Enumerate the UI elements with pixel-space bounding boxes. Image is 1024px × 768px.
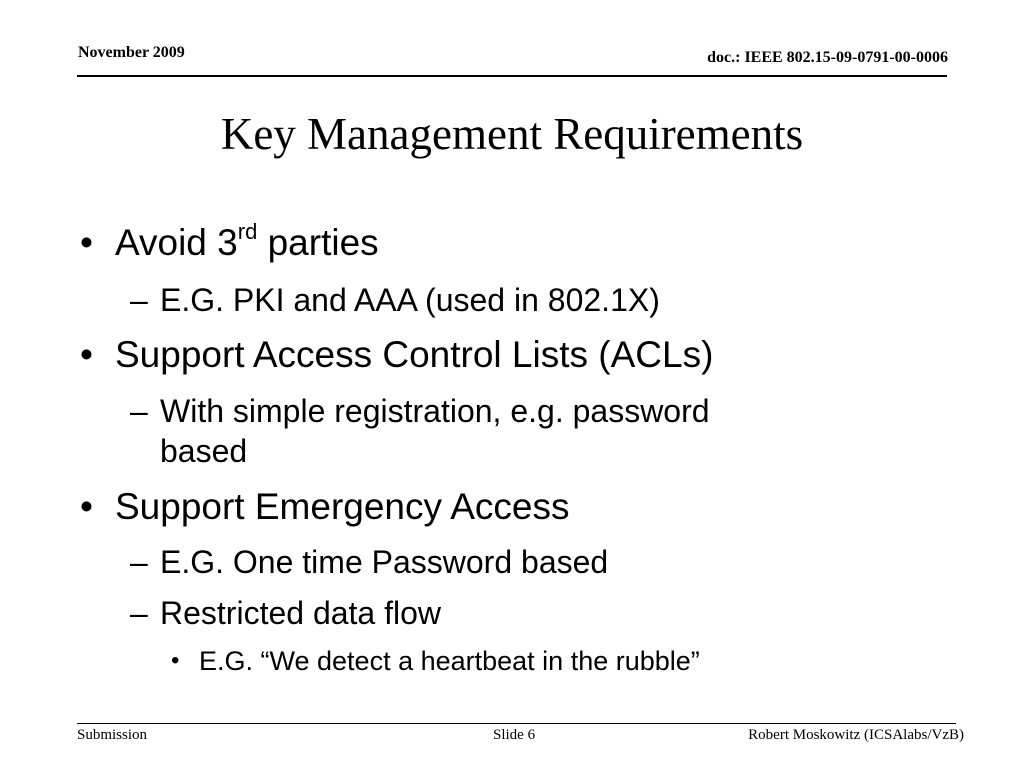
footer-author: Robert Moskowitz (ICSAlabs/VzB) xyxy=(748,727,964,743)
sub-bullet-text: With simple registration, e.g. password xyxy=(160,393,710,429)
dash-icon: – xyxy=(130,393,148,429)
sub-bullet-pki-aaa xyxy=(130,280,660,320)
dash-icon: – xyxy=(130,282,148,318)
sub-bullet-text: E.G. PKI and AAA (used in 802.1X) xyxy=(160,282,660,318)
bullet-text: Support Access Control Lists (ACLs) xyxy=(115,334,714,375)
sub-bullet-text: Restricted data flow xyxy=(160,595,442,631)
dash-icon: – xyxy=(130,544,148,580)
bullet-support-emergency-access xyxy=(80,486,570,528)
header-date: November 2009 xyxy=(78,44,185,61)
sub-bullet-text: based xyxy=(160,433,248,469)
sub-bullet-simple-registration xyxy=(130,391,710,431)
bullet-text: Avoid 3 xyxy=(115,222,238,263)
header-divider xyxy=(77,75,947,77)
sub-bullet-text: E.G. One time Password based xyxy=(160,544,609,580)
sub-sub-bullet-heartbeat xyxy=(171,645,700,677)
bullet-text-tail: parties xyxy=(257,222,379,263)
bullet-support-acls xyxy=(80,334,714,376)
bullet-dot-icon: • xyxy=(80,334,93,375)
dash-icon: – xyxy=(130,595,148,631)
sub-bullet-one-time-password xyxy=(130,542,609,582)
bullet-text: Support Emergency Access xyxy=(115,486,570,527)
bullet-dot-icon: • xyxy=(171,647,180,674)
bullet-avoid-third-parties xyxy=(80,218,379,264)
sub-bullet-restricted-data-flow xyxy=(130,593,442,633)
slide-title: Key Management Requirements xyxy=(220,109,804,159)
bullet-dot-icon: • xyxy=(80,222,93,263)
footer-slide-number: Slide 6 xyxy=(493,727,536,743)
bullet-dot-icon: • xyxy=(80,486,93,527)
footer-submission: Submission xyxy=(77,727,148,743)
header-document-id: doc.: IEEE 802.15-09-0791-00-0006 xyxy=(707,49,948,66)
footer-divider xyxy=(77,723,956,724)
sub-sub-bullet-text: E.G. “We detect a heartbeat in the rubble” xyxy=(199,646,700,676)
sub-bullet-simple-registration-continued xyxy=(160,431,247,471)
bullet-superscript: rd xyxy=(237,218,258,244)
